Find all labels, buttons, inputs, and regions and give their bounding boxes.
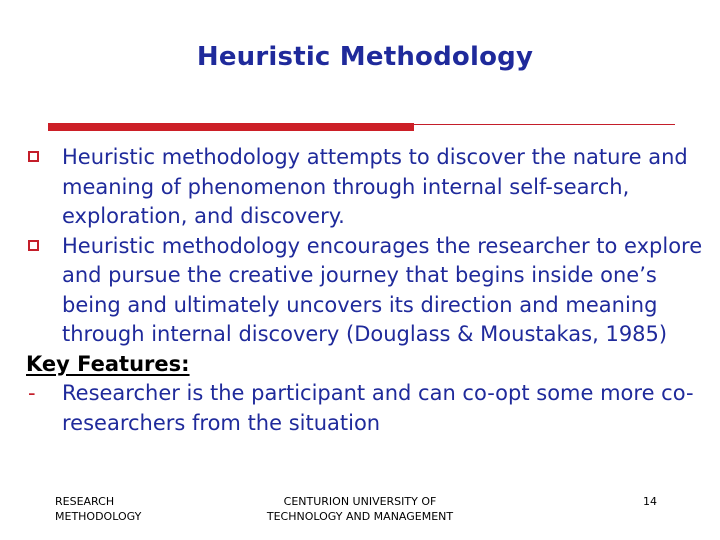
page-number: 14: [643, 495, 657, 508]
bullet-item: [26, 143, 706, 232]
title-divider-thick-bar: [48, 123, 414, 131]
hollow-square-bullet-icon: [28, 151, 39, 162]
slide-body: [26, 143, 706, 438]
footer-center-line: TECHNOLOGY AND MANAGEMENT: [266, 510, 454, 523]
slide-title: Heuristic Methodology: [196, 42, 534, 72]
bullet-text: Heuristic methodology attempts to discover the nature and meaning of phenomenon through internal self-search, exploration, and discovery.: [62, 145, 688, 228]
footer-left-line: METHODOLOGY: [55, 510, 142, 523]
bullet-item: [26, 232, 706, 350]
key-features-heading: Key Features:: [26, 351, 190, 376]
footer-course-name: [55, 494, 215, 524]
footer-institution: [250, 494, 470, 524]
footer-center-line: CENTURION UNIVERSITY OF: [283, 495, 437, 508]
feature-item: [26, 379, 706, 438]
footer-left-line: RESEARCH: [55, 495, 115, 508]
dash-bullet-marker: -: [28, 381, 36, 405]
bullet-text: Heuristic methodology encourages the researcher to explore and pursue the creative journey that begins inside one’s being and ultimately uncovers its direction and meaning through internal discovery (Douglass & Moustakas, 1985): [62, 233, 703, 346]
feature-text: Researcher is the participant and can co-opt some more co-researchers from the situation: [62, 381, 694, 435]
hollow-square-bullet-icon: [28, 240, 39, 251]
